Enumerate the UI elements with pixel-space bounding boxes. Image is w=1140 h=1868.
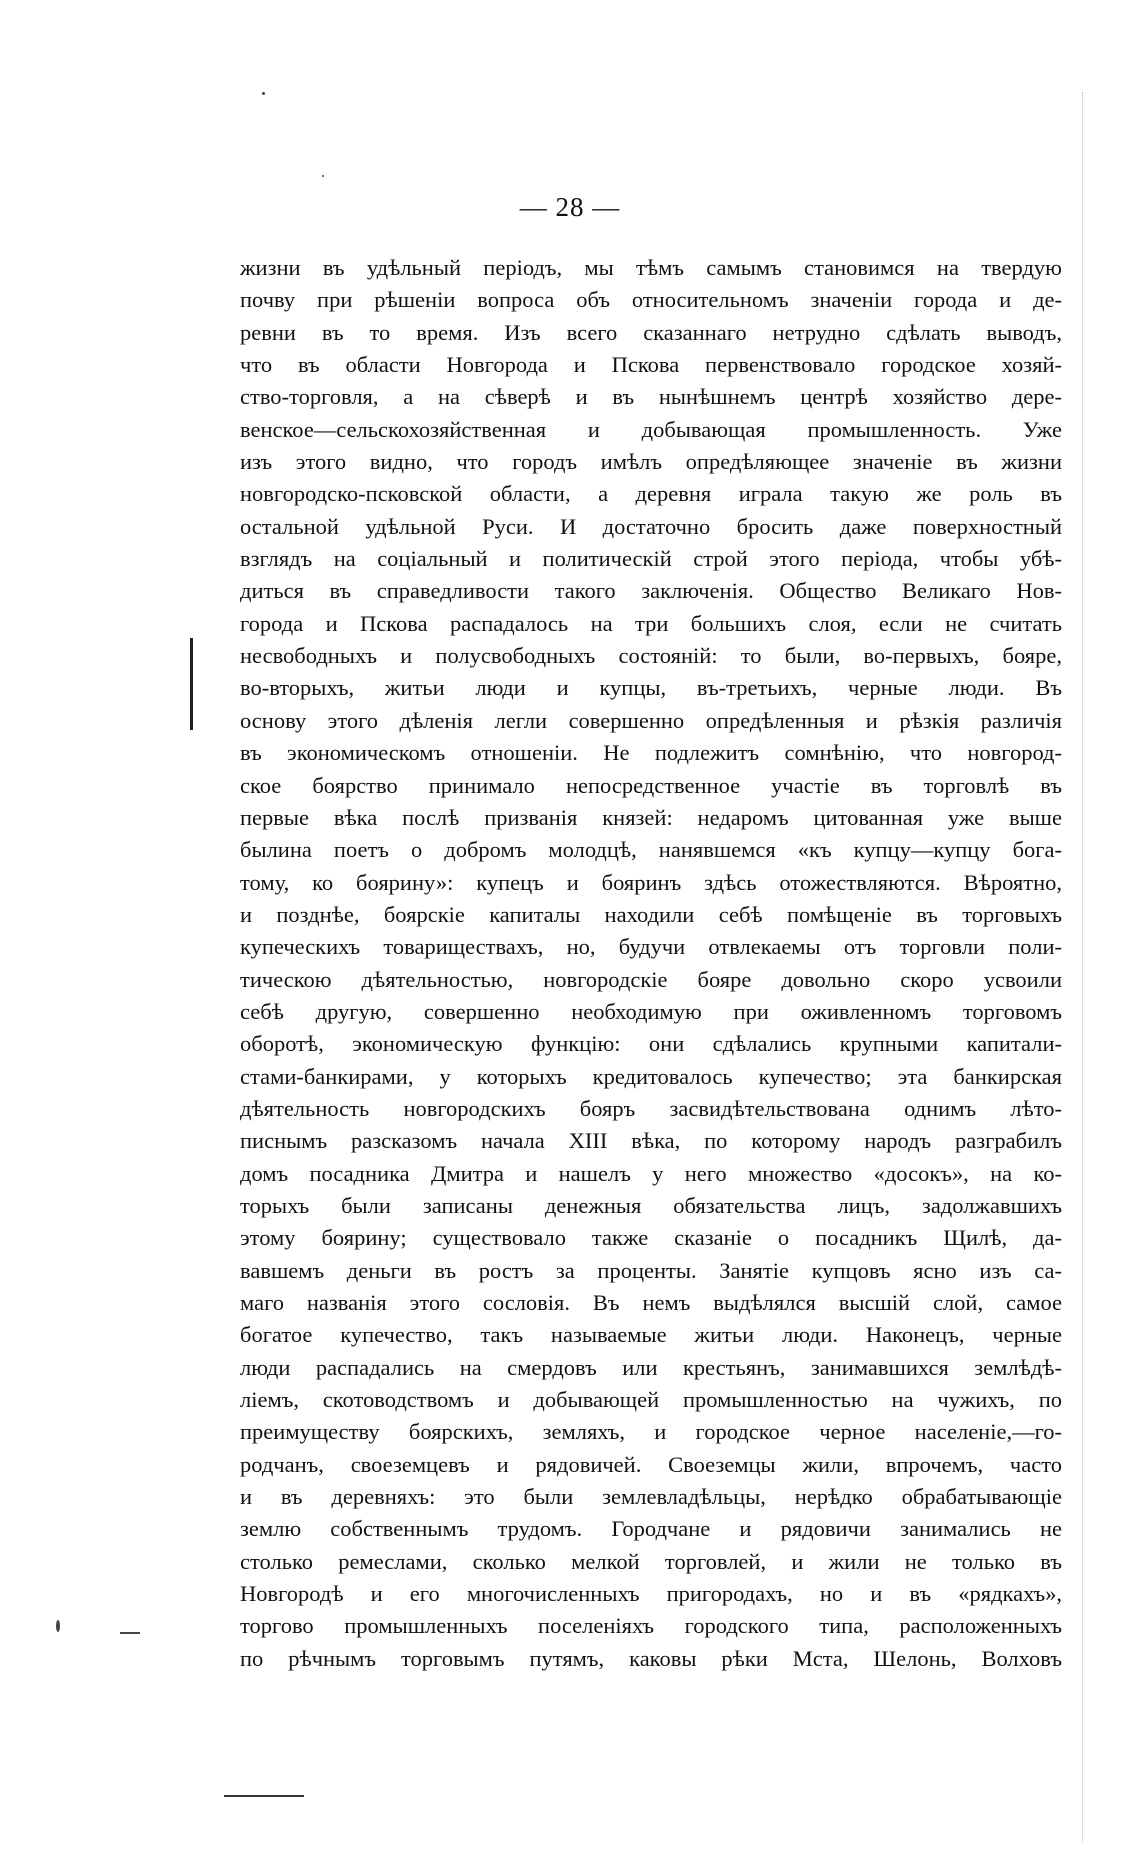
scan-speck bbox=[322, 175, 324, 177]
text-line: этому боярину; существовало также сказаніе о посадникъ Щилѣ, да- bbox=[240, 1225, 1062, 1251]
text-line: ліемъ, скотоводствомъ и добывающей промышленностью на чужихъ, по bbox=[240, 1387, 1062, 1413]
text-line: былина поетъ о добромъ молодцѣ, нанявшемся «къ купцу—купцу бога- bbox=[240, 837, 1062, 863]
text-line: торыхъ были записаны денежныя обязательства лицъ, задолжавшихъ bbox=[240, 1192, 1062, 1218]
text-line: столько ремеслами, сколько мелкой торговлей, и жили не только въ bbox=[240, 1548, 1062, 1574]
text-line: остальной удѣльной Руси. И достаточно бросить даже поверхностный bbox=[240, 513, 1062, 539]
text-line: маго названія этого сословія. Въ немъ выдѣлялся высшій слой, самое bbox=[240, 1290, 1062, 1315]
body-text bbox=[240, 252, 1062, 1675]
text-line: преимуществу боярскихъ, земляхъ, и городское черное населеніе,—го- bbox=[240, 1419, 1062, 1445]
footnote-rule bbox=[224, 1795, 304, 1797]
text-line: и въ деревняхъ: это были землевладѣльцы, нерѣдко обрабатывающіе bbox=[240, 1484, 1062, 1510]
text-line: основу этого дѣленія легли совершенно опредѣленныя и рѣзкія различія bbox=[240, 707, 1062, 733]
page-number: — 28 — bbox=[519, 192, 621, 222]
text-line: писнымъ разсказомъ начала XIII вѣка, по которому народъ разграбилъ bbox=[240, 1128, 1062, 1154]
text-line: дѣятельность новгородскихъ бояръ засвидѣтельствована однимъ лѣто- bbox=[240, 1095, 1062, 1121]
scan-speck bbox=[56, 1620, 60, 1632]
text-line: люди распадались на смердовъ или крестьянъ, занимавшихся землѣдѣ- bbox=[240, 1354, 1062, 1380]
text-line: домъ посадника Дмитра и нашелъ у него множество «досокъ», на ко- bbox=[240, 1160, 1062, 1186]
text-line: несвободныхъ и полусвободныхъ состояній: то были, во-первыхъ, бояре, bbox=[240, 643, 1062, 669]
text-line: тическою дѣятельностью, новгородскіе бояре довольно скоро усвоили bbox=[240, 966, 1062, 992]
text-line: землю собственнымъ трудомъ. Городчане и рядовичи занимались не bbox=[240, 1516, 1062, 1542]
text-line: торгово промышленныхъ поселеніяхъ городского типа, расположенныхъ bbox=[240, 1613, 1062, 1639]
text-line: взглядъ на соціальный и политическій строй этого періода, чтобы убѣ- bbox=[240, 546, 1062, 572]
text-line: купеческихъ товариществахъ, но, будучи отвлекаемы отъ торговли поли- bbox=[240, 934, 1062, 960]
text-line: оборотѣ, экономическую функцію: они сдѣлались крупными капитали- bbox=[240, 1031, 1062, 1057]
text-line: вавшемъ деньги въ ростъ за проценты. Занятіе купцовъ ясно изъ са- bbox=[240, 1257, 1062, 1283]
text-line: родчанъ, своеземцевъ и рядовичей. Своеземцы жили, впрочемъ, часто bbox=[240, 1451, 1062, 1477]
text-line: ревни въ то время. Изъ всего сказаннаго нетрудно сдѣлать выводъ, bbox=[240, 319, 1062, 345]
scan-edge-line bbox=[1082, 92, 1084, 1842]
text-line: первые вѣка послѣ призванія князей: недаромъ цитованная уже выше bbox=[240, 804, 1062, 830]
text-line: стами-банкирами, у которыхъ кредитовалось купечество; эта банкирская bbox=[240, 1063, 1062, 1089]
scan-speck bbox=[120, 1632, 140, 1634]
text-line: себѣ другую, совершенно необходимую при оживленномъ торговомъ bbox=[240, 998, 1062, 1024]
text-line: почву при рѣшеніи вопроса объ относительномъ значеніи города и де- bbox=[240, 287, 1062, 313]
text-line: венское—сельскохозяйственная и добывающая промышленность. Уже bbox=[240, 416, 1062, 442]
text-line: ство-торговля, а на сѣверѣ и въ нынѣшнемъ центрѣ хозяйство дере- bbox=[240, 384, 1062, 410]
text-line: и позднѣе, боярскіе капиталы находили себѣ помѣщеніе въ торговыхъ bbox=[240, 901, 1062, 927]
text-line: изъ этого видно, что городъ имѣлъ опредѣляющее значеніе въ жизни bbox=[240, 449, 1062, 475]
text-line: тому, ко боярину»: купецъ и бояринъ здѣсь отожествляются. Вѣроятно, bbox=[240, 869, 1062, 895]
text-line: города и Пскова распадалось на три большихъ слоя, если не считать bbox=[240, 610, 1062, 636]
margin-mark bbox=[190, 638, 193, 730]
text-line: богатое купечество, такъ называемые житьи люди. Наконецъ, черные bbox=[240, 1322, 1062, 1348]
text-line: жизни въ удѣльный періодъ, мы тѣмъ самымъ становимся на твердую bbox=[240, 255, 1062, 280]
text-line: ское боярство принимало непосредственное участіе въ торговлѣ въ bbox=[240, 772, 1062, 798]
text-line: диться въ справедливости такого заключенія. Общество Великаго Нов- bbox=[240, 578, 1062, 604]
text-line: по рѣчнымъ торговымъ путямъ, каковы рѣки Мста, Шелонь, Волховъ bbox=[240, 1645, 1062, 1671]
text-line: новгородско-псковской области, а деревня играла такую же роль въ bbox=[240, 481, 1062, 507]
text-line: въ экономическомъ отношеніи. Не подлежитъ сомнѣнію, что новгород- bbox=[240, 740, 1062, 766]
text-line: Новгородѣ и его многочисленныхъ пригородахъ, но и въ «рядкахъ», bbox=[240, 1581, 1062, 1607]
text-line: что въ области Новгорода и Пскова первенствовало городское хозяй- bbox=[240, 352, 1062, 378]
scan-speck bbox=[262, 92, 265, 95]
text-line: во-вторыхъ, житьи люди и купцы, въ-третьихъ, черные люди. Въ bbox=[240, 675, 1062, 701]
